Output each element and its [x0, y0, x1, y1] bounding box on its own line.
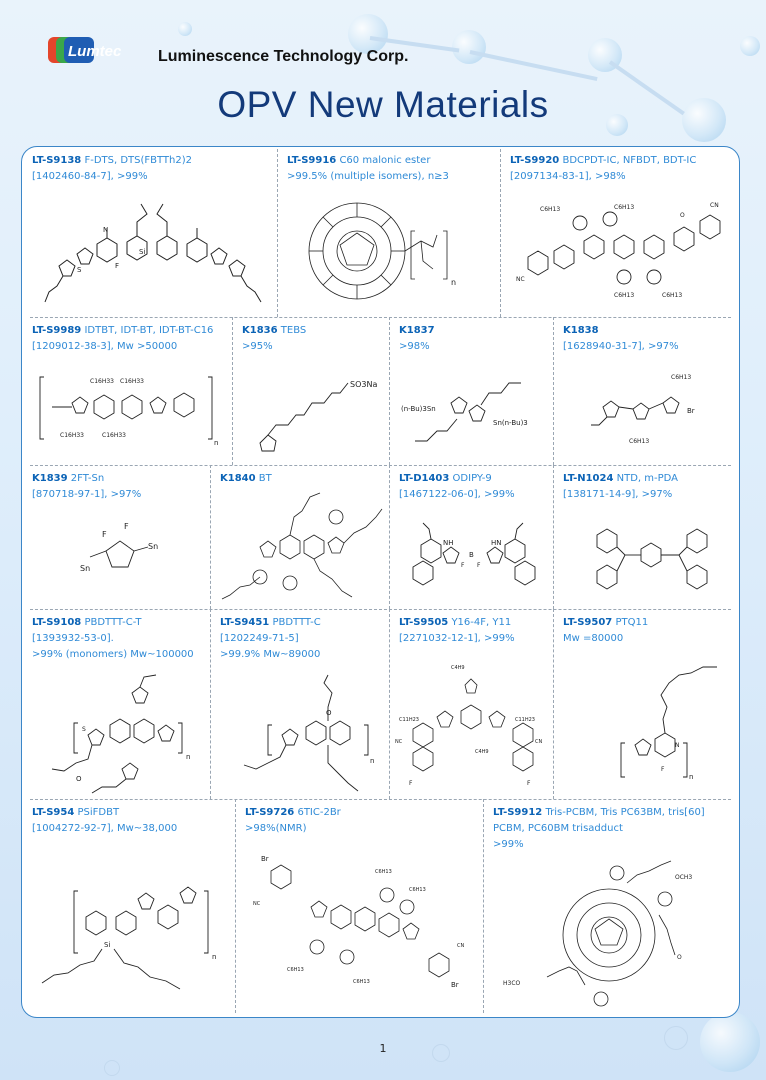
- subscript-n: n: [451, 278, 457, 287]
- subscript-n: n: [689, 773, 694, 781]
- structure-c60-malonic-ester: [297, 191, 487, 311]
- product-name: BT: [258, 473, 272, 484]
- product-card-k1839: [22, 465, 210, 609]
- product-name: F-DTS, DTS(FBTTh2)2: [84, 155, 193, 166]
- structure-bdcpdt-ic: [514, 193, 729, 308]
- atom-label: Br: [261, 855, 269, 863]
- atom-label: Si: [139, 248, 146, 256]
- product-name: TEBS: [280, 325, 307, 336]
- group-label: NC: [516, 276, 525, 283]
- product-name: 2FT-Sn: [70, 473, 105, 484]
- atom-label: O: [326, 709, 332, 717]
- product-spec: [2271032-12-1], >99%: [399, 633, 515, 644]
- structure-tris-pcbm: [499, 859, 735, 1009]
- product-name: Y16-4F, Y11: [451, 617, 512, 628]
- group-label: NC: [395, 739, 403, 745]
- product-card-s9108: [22, 609, 210, 799]
- substituent-label: C6H13: [662, 292, 683, 299]
- product-name: IDTBT, IDT-BT, IDT-BT-C16: [84, 325, 214, 336]
- substituent-label: C6H13: [629, 438, 650, 445]
- product-card-k1836: [232, 317, 389, 465]
- product-spec: [1004272-92-7], Mw~38,000: [32, 823, 178, 834]
- product-code: LT-S9507: [563, 617, 613, 628]
- product-code: LT-S9108: [32, 617, 82, 628]
- page-title: OPV New Materials: [217, 84, 549, 125]
- structure-ntd: [583, 515, 723, 603]
- group-label: SO3Na: [350, 380, 378, 389]
- structure-pbdttt-c: [222, 673, 382, 795]
- structure-bt: [220, 487, 385, 607]
- atom-label: F: [115, 262, 120, 270]
- atom-label: Si: [104, 941, 111, 949]
- structure-k1838: [563, 363, 733, 458]
- logo-text: Lumtec: [68, 43, 122, 60]
- product-card-s9451: [210, 609, 389, 799]
- substituent-label: C11H23: [399, 717, 419, 723]
- substituent-label: C4H9: [451, 665, 465, 671]
- atom-label: N: [103, 226, 109, 234]
- product-name: 6TIC-2Br: [297, 807, 341, 818]
- group-label: Sn(n-Bu)3: [493, 419, 528, 427]
- page-number: 1: [379, 1042, 387, 1055]
- product-code: LT-S954: [32, 807, 75, 818]
- substituent-label: C6H13: [353, 979, 370, 985]
- product-card-s9507: [553, 609, 739, 799]
- product-card-d1403: [389, 465, 553, 609]
- group-label: OCH3: [675, 874, 693, 881]
- product-spec: [2097134-83-1], >98%: [510, 171, 626, 182]
- product-name: PSiFDBT: [77, 807, 120, 818]
- atom-label: F: [102, 530, 107, 539]
- group-label: NC: [253, 901, 261, 907]
- structure-f-dts: [37, 192, 267, 307]
- product-spec: [138171-14-9], >97%: [563, 489, 673, 500]
- product-panel: [21, 146, 740, 1018]
- subscript-n: n: [214, 439, 219, 447]
- product-code: K1836: [242, 325, 278, 336]
- product-code: LT-D1403: [399, 473, 450, 484]
- atom-label: F: [409, 780, 413, 787]
- product-spec: [1209012-38-3], Mw >50000: [32, 341, 178, 352]
- product-spec: >99% (monomers) Mw~100000: [32, 649, 194, 660]
- substituent-label: C6H13: [409, 887, 426, 893]
- structure-odipy-9: [399, 511, 549, 603]
- atom-label: Br: [451, 981, 459, 989]
- atom-label: F: [527, 780, 531, 787]
- atom-label: HN: [491, 539, 502, 547]
- bubble-decoration: [740, 36, 760, 56]
- atom-label: F: [461, 562, 465, 569]
- product-code: LT-S9916: [287, 155, 337, 166]
- product-spec: >98%: [399, 341, 430, 352]
- substituent-label: C6H13: [287, 967, 304, 973]
- structure-k1837: [397, 363, 547, 458]
- atom-label: S: [82, 726, 86, 733]
- product-spec: [1202249-71-5]: [220, 633, 299, 644]
- product-card-k1838: [553, 317, 739, 465]
- product-card-s954: [22, 799, 235, 1013]
- structure-6tic-2br: [247, 847, 479, 1007]
- substituent-label: C16H33: [102, 432, 126, 439]
- structure-tebs: [242, 363, 382, 458]
- substituent-label: C16H33: [90, 378, 114, 385]
- atom-label: F: [661, 766, 665, 773]
- product-card-s9726: [235, 799, 483, 1013]
- company-name: Luminescence Technology Corp.: [158, 48, 409, 65]
- substituent-label: C4H9: [475, 749, 489, 755]
- subscript-n: n: [370, 757, 375, 765]
- product-code: LT-S9989: [32, 325, 82, 336]
- product-card-k1840: [210, 465, 389, 609]
- lumtec-logo: [48, 34, 140, 66]
- product-name: C60 malonic ester: [339, 155, 431, 166]
- atom-label: B: [469, 551, 474, 559]
- substituent-label: C16H33: [60, 432, 84, 439]
- product-spec: [1628940-31-7], >97%: [563, 341, 679, 352]
- product-spec: [1402460-84-7], >99%: [32, 171, 148, 182]
- product-name: PBDTTT-C-T: [84, 617, 142, 628]
- substituent-label: C11H23: [515, 717, 535, 723]
- product-spec: >99.5% (multiple isomers), n≥3: [287, 171, 449, 182]
- product-card-s9138: [22, 147, 277, 317]
- product-code: K1840: [220, 473, 256, 484]
- atom-label: S: [77, 266, 82, 274]
- product-card-s9989: [22, 317, 232, 465]
- substituent-label: C16H33: [120, 378, 144, 385]
- product-card-s9916: [277, 147, 500, 317]
- substituent-label: C6H13: [671, 374, 692, 381]
- product-code: K1837: [399, 325, 435, 336]
- substituent-label: C6H13: [375, 869, 392, 875]
- subscript-n: n: [186, 753, 191, 761]
- atom-label: N: [675, 742, 680, 749]
- atom-label: Sn: [80, 564, 91, 573]
- product-code: LT-S9505: [399, 617, 449, 628]
- product-spec: >99%: [493, 839, 524, 850]
- atom-label: F: [124, 522, 129, 531]
- header: [48, 34, 648, 74]
- product-name: PBDTTT-C: [272, 617, 321, 628]
- product-card-n1024: [553, 465, 739, 609]
- product-name: Tris-PCBM, Tris PC63BM, tris[60]: [545, 807, 705, 818]
- product-code: K1838: [563, 325, 599, 336]
- substituent-label: C6H13: [540, 206, 561, 213]
- product-name: NTD, m-PDA: [616, 473, 679, 484]
- product-code: K1839: [32, 473, 68, 484]
- product-card-s9912: [483, 799, 739, 1013]
- structure-idtbt: [32, 363, 227, 458]
- product-code: LT-S9912: [493, 807, 543, 818]
- structure-psifdbt: [34, 859, 232, 999]
- substituent-label: C6H13: [614, 292, 635, 299]
- atom-label: O: [76, 775, 82, 783]
- product-card-s9505: [389, 609, 553, 799]
- ring-decoration: [104, 1060, 120, 1076]
- atom-label: Sn: [148, 542, 159, 551]
- product-code: LT-N1024: [563, 473, 614, 484]
- structure-y16-4f: [395, 655, 551, 795]
- substituent-label: C6H13: [614, 204, 635, 211]
- product-name: ODIPY-9: [452, 473, 492, 484]
- atom-label: O: [677, 954, 682, 961]
- product-card-s9920: [500, 147, 739, 317]
- product-spec: [870718-97-1], >97%: [32, 489, 142, 500]
- subscript-n: n: [212, 953, 217, 961]
- structure-pbdttt-c-t: [36, 673, 206, 795]
- product-code: LT-S9451: [220, 617, 270, 628]
- product-code: LT-S9726: [245, 807, 295, 818]
- structure-ptq11: [583, 659, 733, 795]
- product-spec: PCBM, PC60BM trisadduct: [493, 823, 623, 834]
- group-label: H3CO: [503, 980, 521, 987]
- product-card-k1837: [389, 317, 553, 465]
- group-label: CN: [535, 739, 543, 745]
- product-spec: [1393932-53-0].: [32, 633, 114, 644]
- product-spec: >99.9% Mw~89000: [220, 649, 321, 660]
- product-name: PTQ11: [615, 617, 649, 628]
- structure-2ft-sn: [62, 515, 182, 595]
- product-spec: Mw =80000: [563, 633, 624, 644]
- atom-label: Br: [687, 407, 695, 415]
- atom-label: NH: [443, 539, 454, 547]
- group-label: CN: [457, 943, 465, 949]
- product-spec: >98%(NMR): [245, 823, 307, 834]
- product-code: LT-S9138: [32, 155, 82, 166]
- product-spec: [1467122-06-0], >99%: [399, 489, 515, 500]
- product-spec: >95%: [242, 341, 273, 352]
- atom-label: O: [680, 212, 685, 219]
- product-name: BDCPDT-IC, NFBDT, BDT-IC: [562, 155, 697, 166]
- product-code: LT-S9920: [510, 155, 560, 166]
- group-label: (n-Bu)3Sn: [401, 405, 436, 413]
- group-label: CN: [710, 202, 719, 209]
- atom-label: F: [477, 562, 481, 569]
